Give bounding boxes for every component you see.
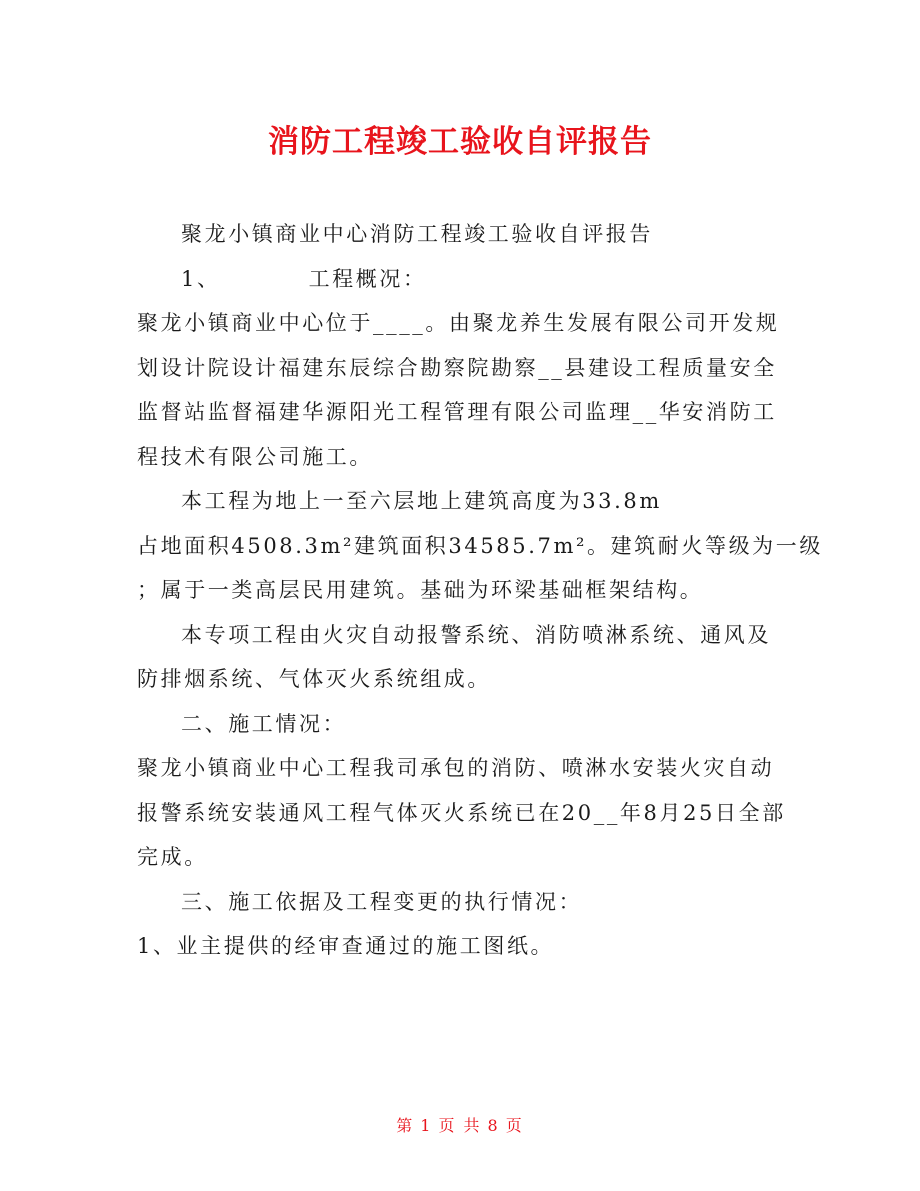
section-heading-overview bbox=[137, 257, 789, 302]
document-body bbox=[137, 212, 823, 969]
body-line: 聚龙小镇商业中心工程我司承包的消防、喷淋水安装火灾自动 bbox=[137, 756, 775, 780]
page-footer bbox=[0, 1113, 920, 1136]
body-line: 完成。 bbox=[137, 845, 208, 869]
body-line-subtitle: 聚龙小镇商业中心消防工程竣工验收自评报告 bbox=[181, 222, 653, 246]
section-number: 1、 bbox=[181, 266, 221, 291]
footer-suffix: 页 bbox=[505, 1116, 524, 1135]
section-heading-text: 工程概况： bbox=[308, 266, 427, 291]
footer-prefix: 第 bbox=[396, 1116, 415, 1135]
body-line: ；属于一类高层民用建筑。基础为环梁基础框架结构。 bbox=[137, 578, 704, 602]
body-line: 本工程为地上一至六层地上建筑高度为33.8m bbox=[181, 489, 662, 513]
footer-middle: 页 共 bbox=[438, 1116, 482, 1135]
body-line: 程技术有限公司施工。 bbox=[137, 444, 373, 469]
section-heading-construction: 二、施工情况： bbox=[181, 711, 347, 736]
body-line: 报警系统安装通风工程气体灭火系统已在20__年8月25日全部 bbox=[137, 800, 786, 825]
body-line: 占地面积4508.3m²建筑面积34585.7m²。建筑耐火等级为一级 bbox=[137, 533, 823, 558]
footer-page-number: 1 bbox=[420, 1116, 433, 1135]
list-item: 1、业主提供的经审查通过的施工图纸。 bbox=[137, 934, 555, 958]
body-line: 聚龙小镇商业中心位于____。由聚龙养生发展有限公司开发规 bbox=[137, 311, 780, 335]
document-title: 消防工程竣工验收自评报告 bbox=[268, 124, 652, 160]
section-heading-basis: 三、施工依据及工程变更的执行情况： bbox=[181, 889, 583, 914]
footer-total-pages: 8 bbox=[487, 1116, 500, 1135]
body-line: 防排烟系统、气体灭火系统组成。 bbox=[137, 667, 491, 691]
body-line: 监督站监督福建华源阳光工程管理有限公司监理__华安消防工 bbox=[137, 400, 777, 424]
body-line: 划设计院设计福建东辰综合勘察院勘察__县建设工程质量安全 bbox=[137, 355, 777, 380]
body-line: 本专项工程由火灾自动报警系统、消防喷淋系统、通风及 bbox=[181, 622, 771, 647]
